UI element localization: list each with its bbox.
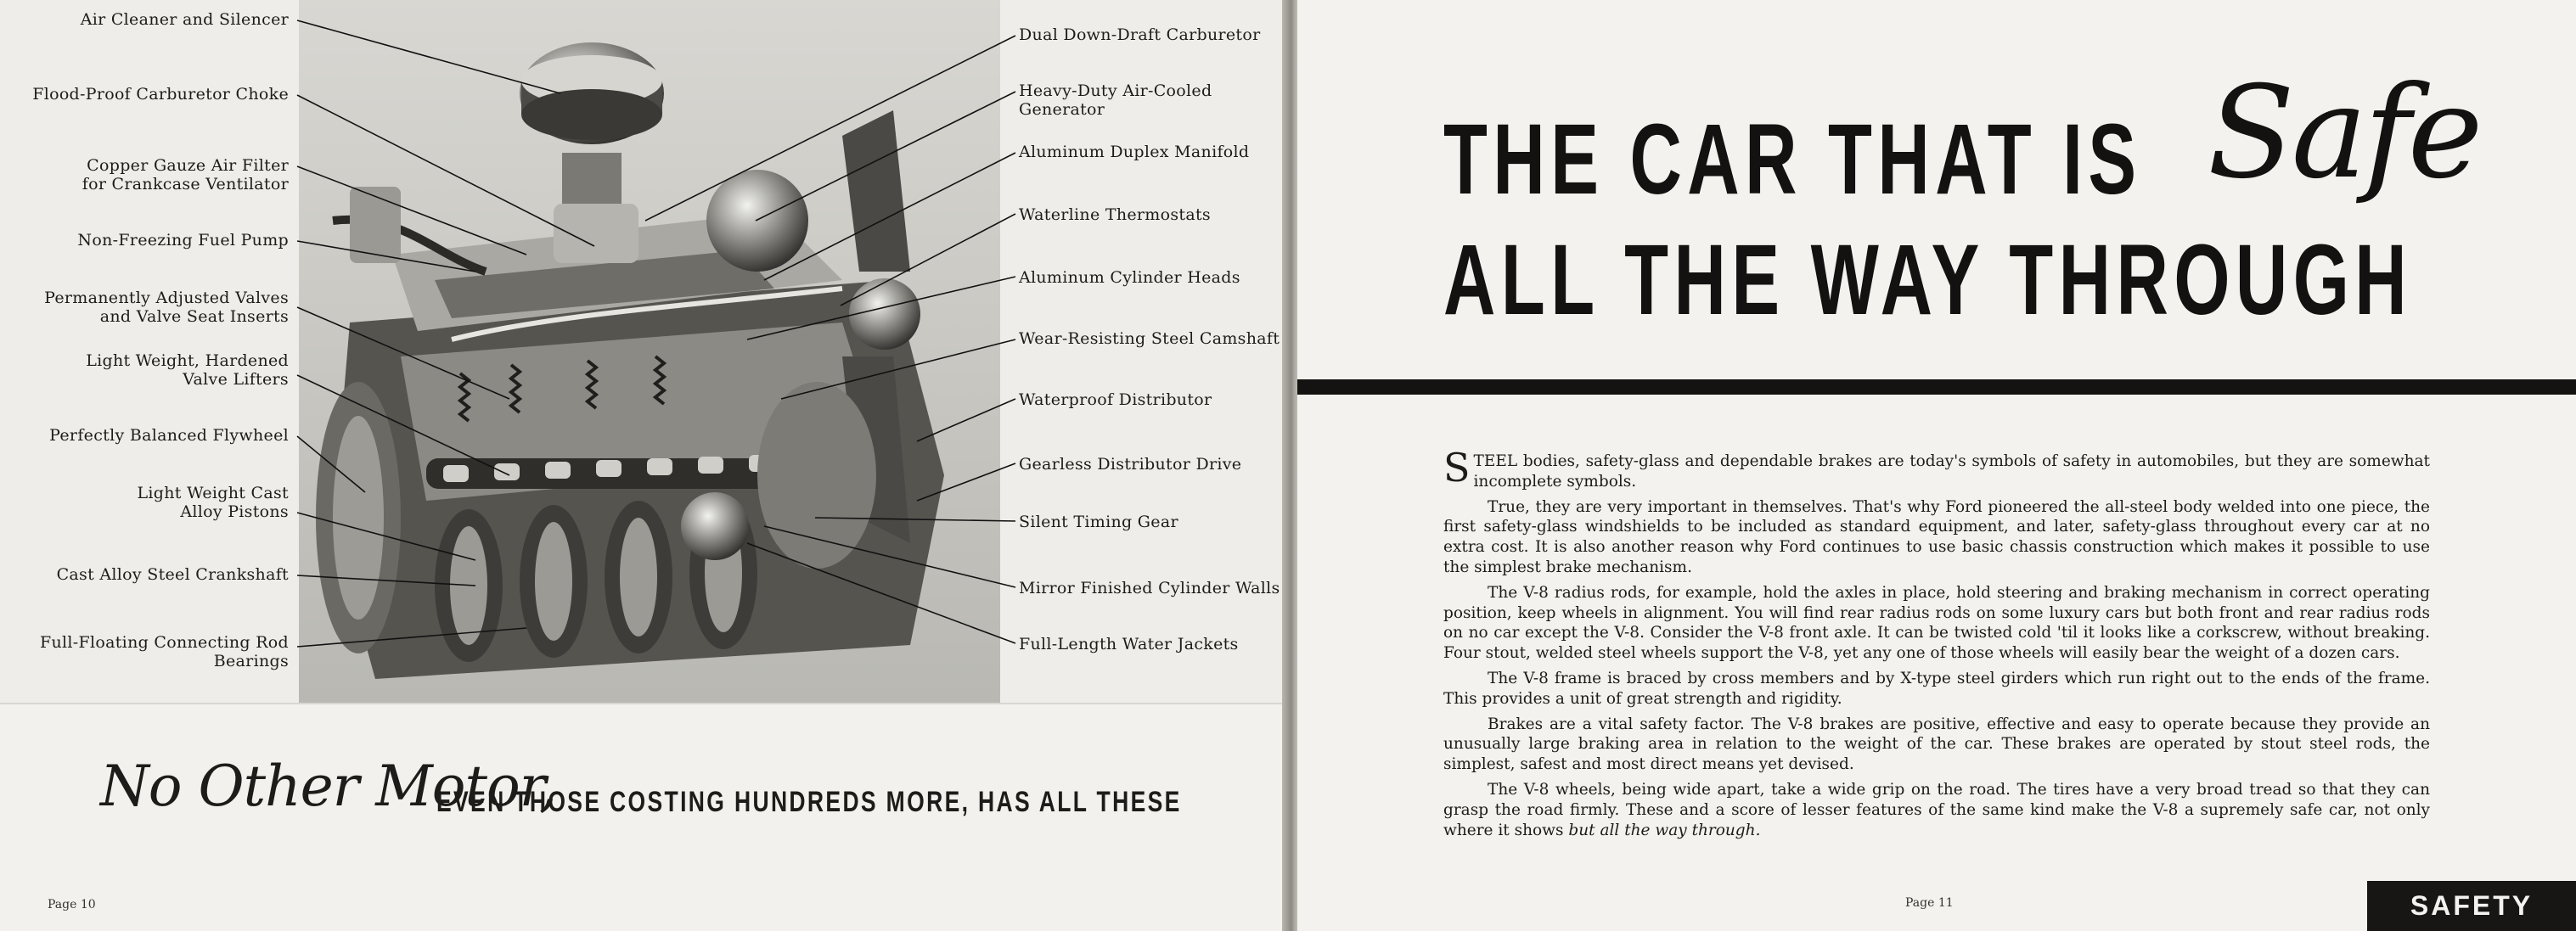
label-distributor-drive: Gearless Distributor Drive bbox=[1019, 455, 1242, 474]
label-valves: Permanently Adjusted Valves and Valve Seat Inserts bbox=[44, 289, 289, 326]
paragraph-5: Brakes are a vital safety factor. The V-8 brakes are positive, effective and easy to operate because they provide an unusually large braking area in relation to the weight of the car. These brakes are operated by stout steel rods, the simplest, safest and most direct means yet devised. bbox=[1443, 715, 2430, 774]
paragraph-6 bbox=[1443, 780, 2430, 840]
drop-cap: S bbox=[1443, 445, 1471, 491]
label-pistons: Light Weight Cast Alloy Pistons bbox=[137, 484, 289, 521]
paragraph-1-text: TEEL bodies, safety-glass and dependable brakes are today's symbols of safety in automobiles, but they are somewhat incomplete symbols. bbox=[1473, 452, 2430, 491]
paragraph-3: The V-8 radius rods, for example, hold the axles in place, hold steering and braking mechanism in correct operating position, keep wheels in alignment. You will find rear radius rods on some luxury cars but both front and rear radius rods on no car except the V-8. Consider the V-8 front axle. It can be twisted cold 'til it looks like a corkscrew, without breaking. Four stout, welded steel wheels support the V-8, yet any one of those wheels will easily bear the weight of a dozen cars. bbox=[1443, 583, 2430, 663]
paragraph-1 bbox=[1443, 445, 2430, 492]
label-connecting-rod: Full-Floating Connecting Rod Bearings bbox=[40, 633, 289, 670]
paragraph-2: True, they are very important in themselves. That's why Ford pioneered the all-steel body welded into one piece, the first safety-glass windshields to be included as standard equipment, and later, safety-glass throughout every car at no extra cost. It is also another reason why Ford continues to use basic chassis construction which makes it possible to use the simplest brake mechanism. bbox=[1443, 497, 2430, 576]
label-thermostats: Waterline Thermostats bbox=[1019, 205, 1211, 224]
label-water-jackets: Full-Length Water Jackets bbox=[1019, 635, 1239, 653]
body-text bbox=[1443, 445, 2430, 845]
label-distributor: Waterproof Distributor bbox=[1019, 390, 1212, 409]
paragraph-6-text: The V-8 wheels, being wide apart, take a wide grip on the road. The tires have a very broad tread so that they can grasp the road firmly. These and a score of lesser features of the same kind make the V-8 a supremely safe car, not only where it shows bbox=[1443, 780, 2430, 839]
engine-photo bbox=[299, 0, 1000, 703]
headline-line-2: ALL THE WAY THROUGH bbox=[1443, 224, 2413, 336]
page-number-right: Page 11 bbox=[1905, 896, 1954, 910]
section-tab-safety: SAFETY bbox=[2367, 881, 2576, 931]
label-generator: Heavy-Duty Air-Cooled Generator bbox=[1019, 81, 1212, 119]
label-flywheel: Perfectly Balanced Flywheel bbox=[49, 426, 289, 445]
label-valve-lifters: Light Weight, Hardened Valve Lifters bbox=[86, 351, 289, 389]
slogan-script: No Other Motor, bbox=[100, 754, 557, 819]
label-camshaft: Wear-Resisting Steel Camshaft bbox=[1019, 329, 1280, 348]
divider-bar bbox=[1297, 379, 2576, 395]
label-timing-gear: Silent Timing Gear bbox=[1019, 513, 1178, 531]
label-manifold: Aluminum Duplex Manifold bbox=[1019, 143, 1250, 161]
slogan-text: EVEN THOSE COSTING HUNDREDS MORE, HAS ALL THESE bbox=[436, 786, 1182, 818]
engine-illustration bbox=[299, 0, 1000, 703]
label-fuel-pump: Non-Freezing Fuel Pump bbox=[77, 231, 289, 250]
label-air-cleaner: Air Cleaner and Silencer bbox=[80, 10, 289, 29]
left-page bbox=[0, 0, 1287, 931]
page-number-left: Page 10 bbox=[48, 898, 96, 911]
label-copper-gauze-filter: Copper Gauze Air Filter for Crankcase Ventilator bbox=[82, 156, 289, 193]
paragraph-4: The V-8 frame is braced by cross members and by X-type steel girders which run right out to the ends of the frame. This provides a unit of great strength and rigidity. bbox=[1443, 669, 2430, 708]
label-carburetor: Dual Down-Draft Carburetor bbox=[1019, 25, 1261, 44]
label-cylinder-walls: Mirror Finished Cylinder Walls bbox=[1019, 579, 1280, 597]
headline-line-1: THE CAR THAT IS bbox=[1443, 104, 2142, 216]
headline-script: Safe bbox=[2208, 59, 2480, 207]
closing-italic: but all the way through. bbox=[1568, 821, 1761, 839]
label-carburetor-choke: Flood-Proof Carburetor Choke bbox=[32, 85, 289, 104]
label-cylinder-heads: Aluminum Cylinder Heads bbox=[1019, 268, 1240, 287]
label-crankshaft: Cast Alloy Steel Crankshaft bbox=[56, 565, 289, 584]
